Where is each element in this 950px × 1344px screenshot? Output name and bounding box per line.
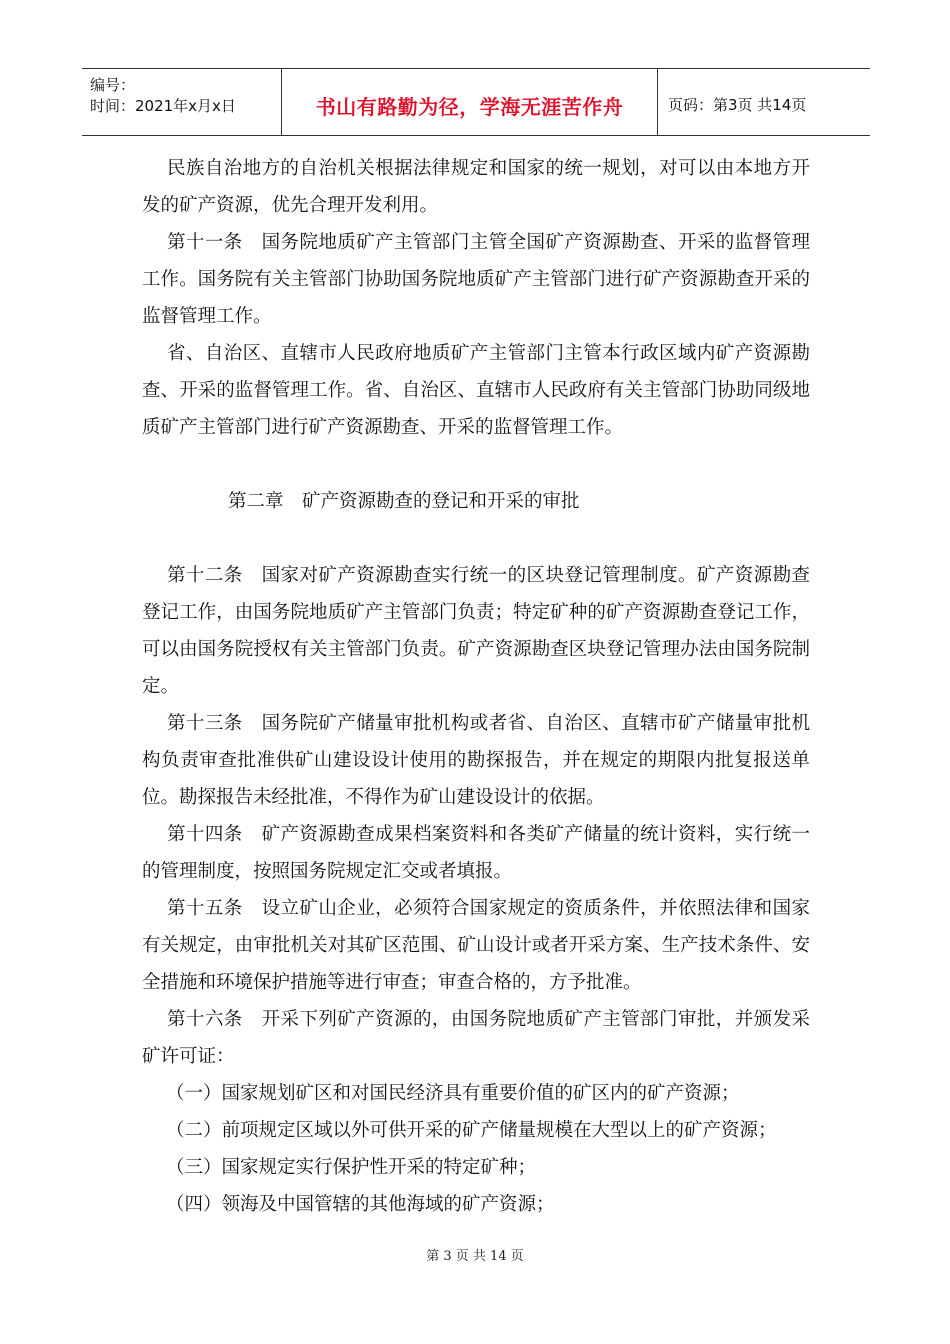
spacer — [142, 446, 810, 483]
chapter-title: 第二章 矿产资源勘查的登记和开采的审批 — [228, 491, 580, 512]
page-footer: 第 3 页 共 14 页 — [426, 1249, 524, 1264]
list-item: （三）国家规定实行保护性开采的特定矿种； — [166, 1157, 537, 1178]
list-item: （二）前项规定区域以外可供开采的矿产储量规模在大型以上的矿产资源； — [166, 1120, 777, 1141]
list-item: （一）国家规划矿区和对国民经济具有重要价值的矿区内的矿产资源； — [166, 1083, 740, 1104]
document-body — [142, 150, 810, 1223]
spacer — [142, 520, 810, 557]
document-time-label: 时间：2021年x月x日 — [90, 97, 236, 115]
article-15: 第十五条 设立矿山企业，必须符合国家规定的资质条件，并依照法律和国家有关规定，由审批机关对其矿区范围、矿山设计或者开采方案、生产技术条件、安全措施和环境保护措施等进行审查；审查合格的，方予批准。 — [142, 898, 810, 993]
header-page-info: 页码：第3页 共14页 — [668, 95, 807, 114]
paragraph: 民族自治地方的自治机关根据法律规定和国家的统一规划，对可以由本地方开发的矿产资源，优先合理开发利用。 — [142, 158, 810, 216]
header-motto: 书山有路勤为径，学海无涯苦作舟 — [315, 94, 624, 119]
article-12: 第十二条 国家对矿产资源勘查实行统一的区块登记管理制度。矿产资源勘查登记工作，由国务院地质矿产主管部门负责；特定矿种的矿产资源勘查登记工作，可以由国务院授权有关主管部门负责。矿产资源勘查区块登记管理办法由国务院制定。 — [142, 565, 810, 697]
article-14: 第十四条 矿产资源勘查成果档案资料和各类矿产储量的统计资料，实行统一的管理制度，按照国务院规定汇交或者填报。 — [142, 824, 810, 882]
list-item: （四）领海及中国管辖的其他海域的矿产资源； — [166, 1194, 555, 1215]
article-16: 第十六条 开采下列矿产资源的，由国务院地质矿产主管部门审批，并颁发采矿许可证： — [142, 1009, 810, 1067]
header-motto-cell — [282, 69, 658, 135]
header-meta — [82, 69, 282, 135]
document-number-label: 编号： — [90, 76, 136, 94]
article-11: 第十一条 国务院地质矿产主管部门主管全国矿产资源勘查、开采的监督管理工作。国务院有关主管部门协助国务院地质矿产主管部门进行矿产资源勘查开采的监督管理工作。 — [142, 232, 810, 327]
paragraph: 省、自治区、直辖市人民政府地质矿产主管部门主管本行政区域内矿产资源勘查、开采的监督管理工作。省、自治区、直辖市人民政府有关主管部门协助同级地质矿产主管部门进行矿产资源勘查、开采的监督管理工作。 — [142, 343, 810, 438]
article-13: 第十三条 国务院矿产储量审批机构或者省、自治区、直辖市矿产储量审批机构负责审查批准供矿山建设设计使用的勘探报告，并在规定的期限内批复报送单位。勘探报告未经批准，不得作为矿山建设设计的依据。 — [142, 713, 810, 808]
page-header — [82, 68, 870, 136]
